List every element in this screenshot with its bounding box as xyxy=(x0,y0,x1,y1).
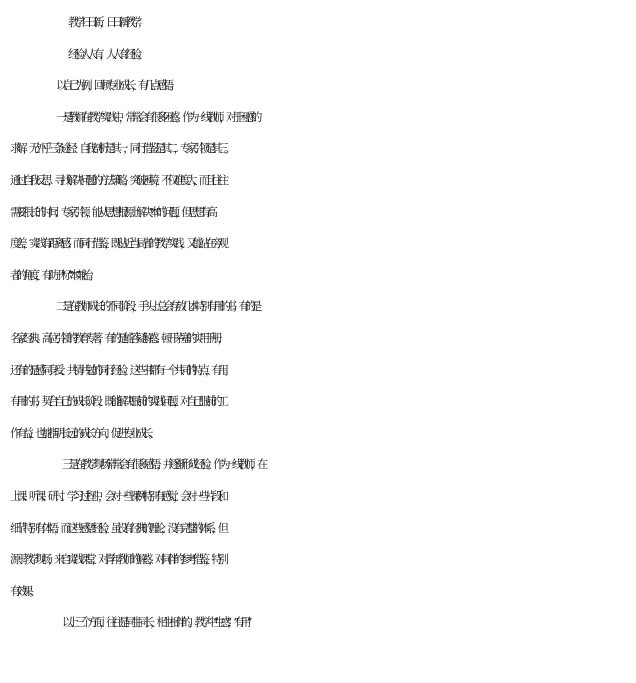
text-line: 教学日日新，日日新教学； xyxy=(68,15,144,29)
text-line: 求解，无外乎三条途径：自我剖析是其一，同行借鉴是其二，专家引领是其三。 xyxy=(10,141,231,156)
text-line: 细节特别有体悟，而这些感悟经验，虽没有经典的理论，没有完整的体系，但 xyxy=(10,520,224,535)
text-line: 者的角度，有助于“标”“本”兼治。 xyxy=(10,267,95,282)
text-line: 经验人人有，人人有经验。 xyxy=(68,46,144,61)
paragraph-4-start: 以上三个方面，往往是同生同长，相生相伴的。教学中“生惑”，“有用” xyxy=(62,615,248,630)
paragraph-3-start: 三是在教学现场常常会有很多感悟，并逐渐形成经验。作为一线教师，在 xyxy=(62,457,264,472)
text-line: 作有益，也能指明长远的成长方向，促进专业成长。 xyxy=(10,425,155,440)
text-line: 还有的是感同身受、共情共勉的同行经验。这些书都有一个共同的特点，有用。 xyxy=(10,362,231,377)
text-line: 以自己为例，回顾专业成长，有几点感悟。 xyxy=(56,78,176,93)
text-line: 需要很长的时间；专家引领，能从思想根源上解决“本”的问题，但思想有高 xyxy=(10,204,213,219)
text-line: 上课、听课、研讨、学习过程中，会对一些课例特别有感觉，会对一些片段和 xyxy=(10,488,224,503)
text-line: 通过自我反思，寻找解决问题的方法策略，突破困境，不仅难度大，而且往往 xyxy=(10,172,224,187)
text-line: 有用的书，契合自己的成长阶段，既能解决眼前的实践问题，对自己眼前的工 xyxy=(10,394,224,409)
text-line: 源于教学现场，来自实践课堂，对青年教师的解惑，对同伴的参考借鉴，特别 xyxy=(10,552,224,567)
paragraph-1-start: 一是教师在教学实践中，常常会有很多困惑。作为一线教师，对于困惑的 xyxy=(56,109,258,124)
text-line: 名家经典、高位引领的教育专著，有的是能答疑解惑、顿开茅塞的实用手册， xyxy=(10,330,224,345)
paragraph-2-start: 二是在教师成长的不同阶段，手头上总会存放几本特别有用的书。有的是 xyxy=(56,299,258,314)
text-line: 度差，实践有距离感；而同行借鉴，既贴近当局者的教学实践，又能站在旁观 xyxy=(10,236,224,251)
text-line: 有效果。 xyxy=(10,583,36,598)
